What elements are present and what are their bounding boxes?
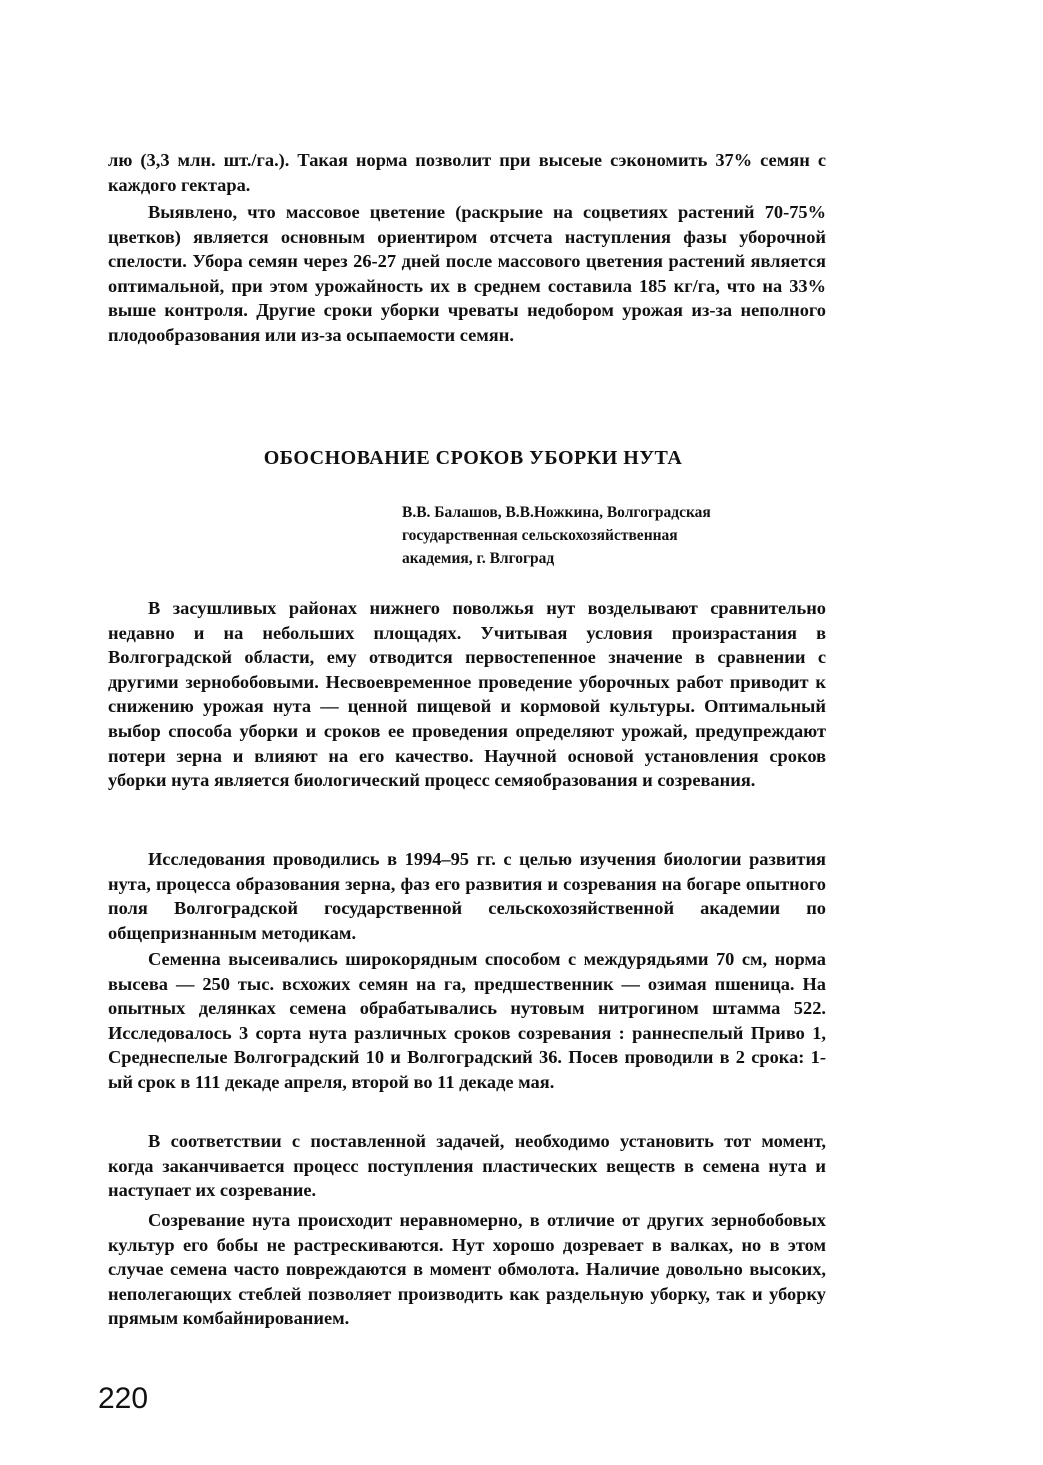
article-paragraph: Созревание нута происходит неравномерно, в отличие от других зернобобовых культур его бобы не растрескиваются. Нут хорошо дозревает в валках, но в этом случае семена часто повреждаются в момент обмолота. Наличие довольно высоких, неполегающих стеблей позволяет производить как раздельную уборку, так и уборку прямым комбайнированием. [108, 1210, 826, 1329]
article-paragraph: В соответствии с поставленной задачей, необходимо установить тот момент, когда заканчивается процесс поступления пластических веществ в семена нута и наступает их созревание. [108, 1131, 826, 1201]
authors-line: государственная сельскохозяйственная [402, 527, 678, 544]
authors-line: В.В. Балашов, В.В.Ножкина, Волгоградская [402, 504, 711, 521]
article-title: ОБОСНОВАНИЕ СРОКОВ УБОРКИ НУТА [263, 447, 683, 469]
article-authors [402, 501, 822, 570]
article-paragraph: Семенна высеивались широкорядным способом с междурядьями 70 см, норма высева — 250 тыс. всхожих семян на га, предшественник — озимая пшеница. На опытных делянках семена обрабатывались нутовым нитрогином штамма 522. Исследовалось 3 сорта нута различных сроков созревания : раннеспелый Приво 1, Среднеспелые Волгоградский 10 и Волгоградский 36. Посев проводили в 2 срока: 1-ый срок в 111 декаде апреля, второй во 11 декаде мая. [108, 949, 826, 1092]
article-paragraph: В засушливых районах нижнего поволжья нут возделывают сравнительно недавно и на небольших площадях. Учитывая условия произрастания в Волгоградской области, ему отводится первостепенное значение в сравнении с другими зернобобовыми. Несвоевременное проведение уборочных работ приводит к снижению урожая нута — ценной пищевой и кормовой культуры. Оптимальный выбор способа уборки и сроков ее проведения определяют урожай, предупреждают потери зерна и влияют на его качество. Научной основой установления сроков уборки нута является биологический процесс семяобразования и созревания. [108, 598, 826, 791]
page-number: 220 [98, 1382, 149, 1415]
article-paragraph: Исследования проводились в 1994–95 гг. с целью изучения биологии развития нута, процесса образования зерна, фаз его развития и созревания на богаре опытного поля Волгоградской государственной сельскохозяйственной академии по общепризнанным методикам. [108, 849, 826, 943]
paragraph-flowering: Выявлено, что массовое цветение (раскрыие на соцветиях растений 70-75% цветков) является основным ориентиром отсчета наступления фазы уборочной спелости. Убора семян через 26-27 дней после массового цветения растений является оптимальной, при этом урожайность их в среднем составила 185 кг/га, что на 33% выше контроля. Другие сроки уборки чреваты недобором урожая из-за неполного плодообразования или из-за осыпаемости семян. [108, 202, 826, 345]
paragraph-continuation: лю (3,3 млн. шт./га.). Такая норма позволит при высеые сэкономить 37% семян с каждого гектара. [108, 150, 826, 195]
authors-line: академия, г. Влгоград [402, 550, 555, 567]
